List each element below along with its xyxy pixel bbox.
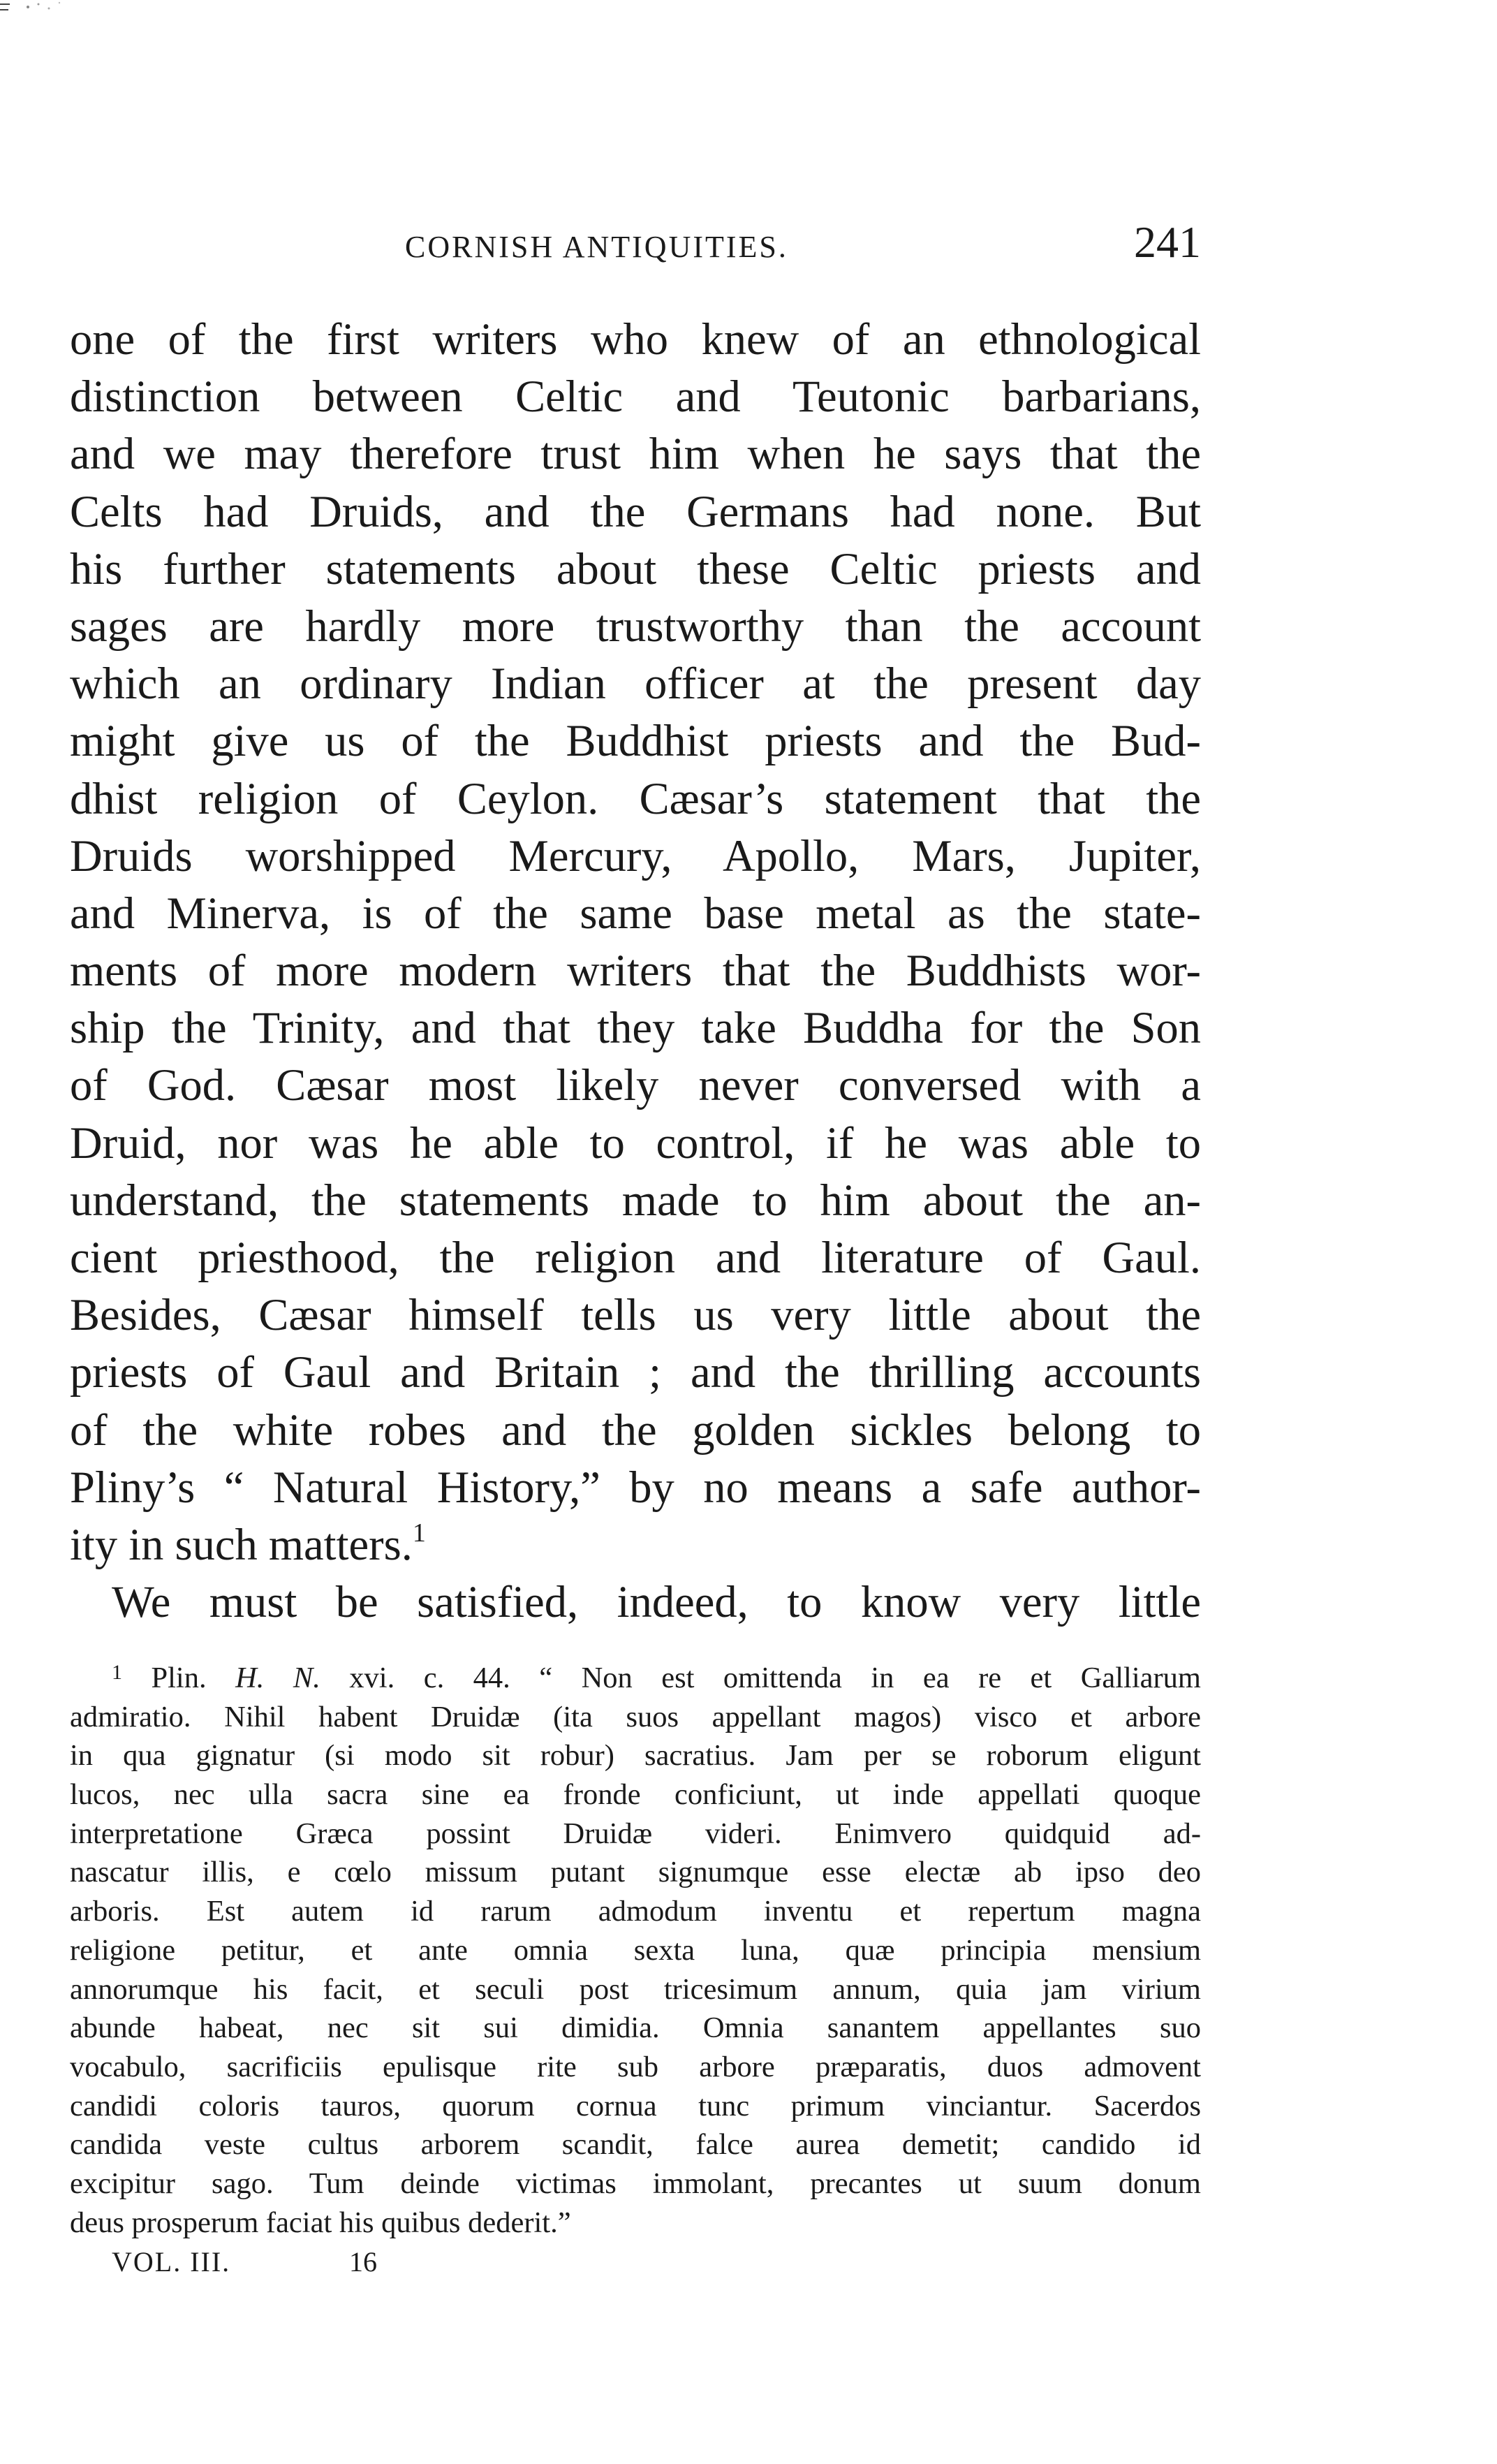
body-line: ments of more modern writers that the Buddhists wor- [70, 946, 1201, 996]
footnote-line: lucos, nec ulla sacra sine ea fronde conficiunt, ut inde appellati quoque [70, 1778, 1201, 1812]
body-line: and we may therefore trust him when he says that the [70, 429, 1201, 479]
body-lines [70, 311, 1201, 1516]
body-text [70, 311, 1201, 1631]
footnote-line: arboris. Est autem id rarum admodum inventu et repertum magna [70, 1895, 1201, 1928]
footnote [70, 1659, 1201, 2242]
scan-speck [0, 0, 77, 21]
footnote-first-line [70, 1659, 1201, 1698]
page-header [70, 217, 1201, 279]
body-line: one of the first writers who knew of an ethnological [70, 314, 1201, 364]
running-title: CORNISH ANTIQUITIES. [405, 230, 788, 264]
footnote-line: candida veste cultus arborem scandit, falce aurea demetit; candido id [70, 2128, 1201, 2162]
body-line-text: ity in such matters. [70, 1519, 413, 1569]
body-line: Celts had Druids, and the Germans had none. But [70, 486, 1201, 536]
body-line: his further statements about these Celtic priests and [70, 543, 1201, 594]
body-line: cient priesthood, the religion and literature of Gaul. [70, 1233, 1201, 1282]
body-line: Druids worshipped Mercury, Apollo, Mars, Jupiter, [70, 830, 1201, 881]
volume-mark: VOL. III. [112, 2246, 231, 2278]
signature-number: 16 [349, 2246, 377, 2278]
footnote-citation-italic: H. N. [235, 1662, 320, 1694]
footnote-line: annorumque his facit, et seculi post tricesimum annum, quia jam virium [70, 1972, 1201, 2006]
body-line: which an ordinary Indian officer at the present day [70, 659, 1201, 709]
body-line: of God. Cæsar most likely never conversed with a [70, 1060, 1201, 1110]
page-number: 241 [1134, 217, 1201, 267]
footnote-line: candidi coloris tauros, quorum cornua tunc primum vinciantur. Sacerdos [70, 2089, 1201, 2122]
footnote-first-rest: xvi. c. 44. “ Non est omittenda in ea re et Galliarum [320, 1662, 1201, 1694]
body-line: might give us of the Buddhist priests and the Bud- [70, 716, 1201, 766]
footnote-line: vocabulo, sacrificiis epulisque rite sub arbore præparatis, duos admovent [70, 2050, 1201, 2083]
footnote-line: excipitur sago. Tum deinde victimas immolant, precantes ut suum donum [70, 2166, 1201, 2200]
body-line: distinction between Celtic and Teutonic barbarians, [70, 372, 1201, 422]
body-line-last [70, 1516, 1201, 1574]
body-line: sages are hardly more trustworthy than the account [70, 601, 1201, 651]
printer-signature [112, 2245, 461, 2287]
body-line: dhist religion of Ceylon. Cæsar’s statement that the [70, 773, 1201, 823]
footnote-line: admiratio. Nihil habent Druidæ (ita suos appellant magos) visco et arbore [70, 1700, 1201, 1733]
footnote-lines [70, 1698, 1201, 2203]
body-new-paragraph: We must be satisfied, indeed, to know very little [112, 1577, 1201, 1627]
footnote-line: abunde habeat, nec sit sui dimidia. Omnia sanantem appellantes suo [70, 2011, 1201, 2045]
footnote-line: in qua gignatur (si modo sit robur) sacratius. Jam per se roborum eligunt [70, 1739, 1201, 1773]
body-line: understand, the statements made to him about the an- [70, 1175, 1201, 1225]
body-line: Pliny’s “ Natural History,” by no means a safe author- [70, 1462, 1201, 1512]
footnote-line: interpretatione Græca possint Druidæ videri. Enimvero quidquid ad- [70, 1817, 1201, 1850]
body-line: Besides, Cæsar himself tells us very little about the [70, 1290, 1201, 1340]
footnote-reference: 1 [412, 1518, 426, 1548]
footnote-citation: Plin. [151, 1662, 236, 1694]
footnote-marker: 1 [112, 1661, 122, 1684]
body-line: ship the Trinity, and that they take Buddha for the Son [70, 1003, 1201, 1053]
body-line: Druid, nor was he able to control, if he was able to [70, 1117, 1201, 1168]
body-line: and Minerva, is of the same base metal as the state- [70, 888, 1201, 938]
footnote-last-line: deus prosperum faciat his quibus dederit.” [70, 2206, 571, 2239]
footnote-line: nascatur illis, e cœlo missum putant signumque esse electæ ab ipso deo [70, 1856, 1201, 1889]
footnote-line: religione petitur, et ante omnia sexta luna, quæ principia mensium [70, 1933, 1201, 1967]
body-line: of the white robes and the golden sickles belong to [70, 1405, 1201, 1455]
body-line: priests of Gaul and Britain ; and the thrilling accounts [70, 1347, 1201, 1398]
